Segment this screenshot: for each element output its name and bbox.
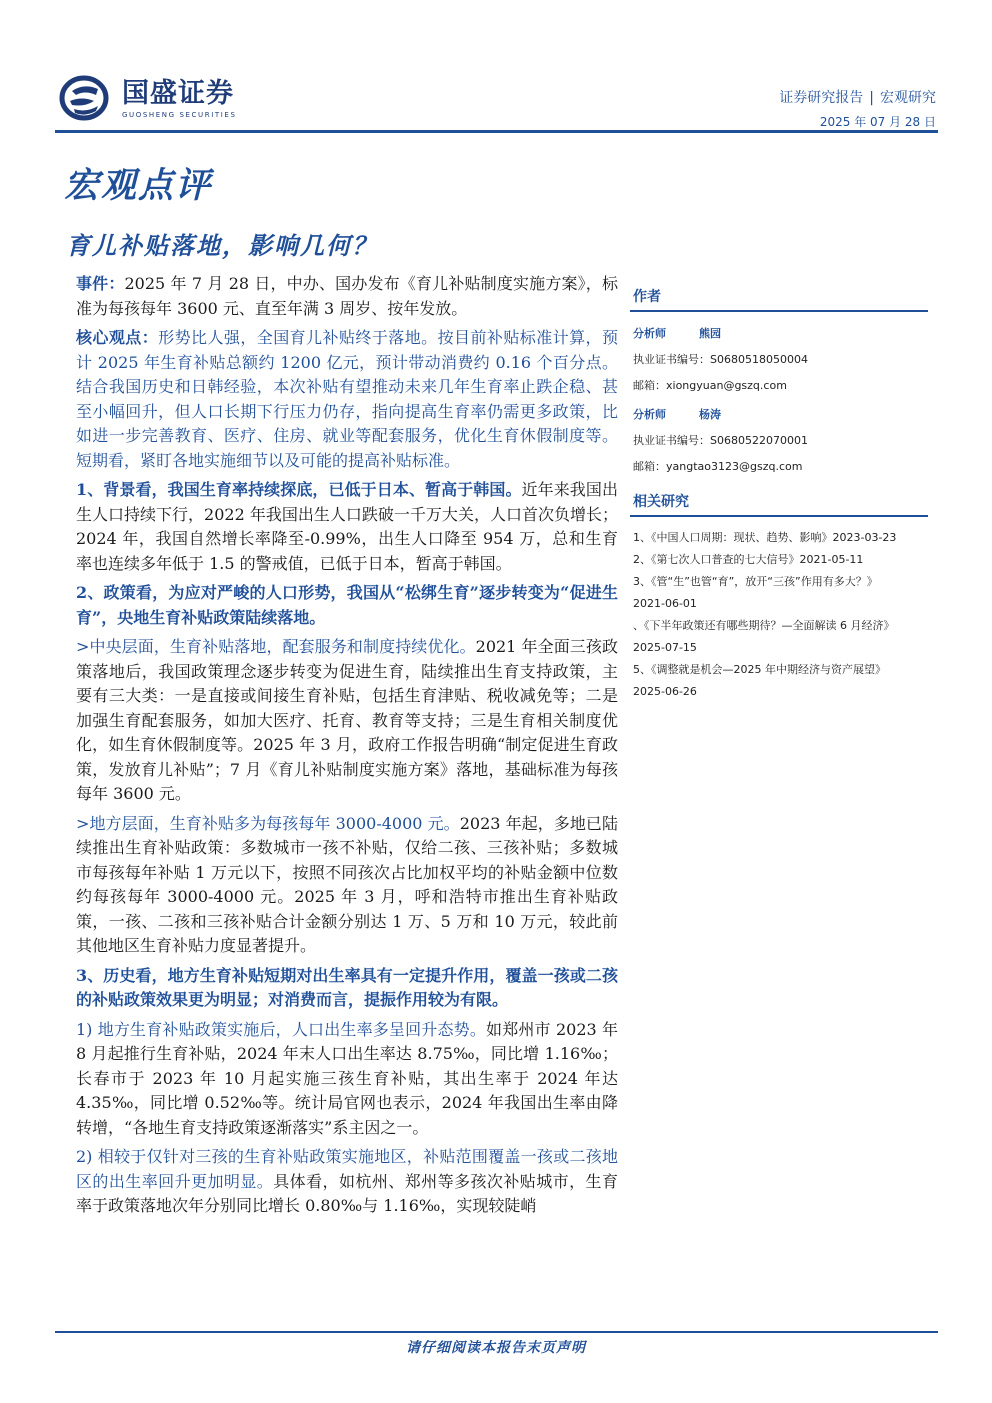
core-view-label: 核心观点： <box>76 328 159 347</box>
email-link[interactable]: xiongyuan@gszq.com <box>666 379 787 392</box>
history-paragraph <box>76 964 618 1013</box>
report-type: 证券研究报告 <box>779 90 864 106</box>
core-view-paragraph <box>76 326 618 473</box>
guosheng-logo-icon <box>58 74 116 122</box>
report-body <box>76 272 618 1224</box>
related-research-item[interactable]: 5、《调整就是机会—2025 年中期经济与资产展望》 <box>633 663 886 676</box>
report-title: 育儿补贴落地，影响几何？ <box>66 231 378 260</box>
analyst-role: 分析师 <box>633 408 666 421</box>
analyst-2-email <box>630 458 928 474</box>
local-policy-heading: >地方层面，生育补贴多为每孩每年 3000-4000 元。 <box>76 813 460 833</box>
related-research-item[interactable]: 、《下半年政策还有哪些期待？—全面解读 6 月经济》 <box>633 619 895 632</box>
footer-disclaimer: 请仔细阅读本报告末页声明 <box>406 1340 586 1356</box>
event-paragraph <box>76 272 618 321</box>
local-policy-paragraph <box>76 812 618 959</box>
related-research-title: 相关研究 <box>630 488 928 517</box>
report-header-meta <box>779 88 936 130</box>
report-date: 2025 年 07 月 28 日 <box>819 115 936 129</box>
email-link[interactable]: yangtao3123@gszq.com <box>666 460 803 473</box>
local-policy-text: 2023 年起，多地已陆续推出生育补贴政策：多数城市一孩不补贴，仅给二孩、三孩补贴；多数城市每孩每年补贴 1 万元以下，按照不同孩次占比加权平均的补贴金额中位数约每孩每年 3000-4000 元。2025 年 3 月，呼和浩特市推出生育补贴政策，一孩、二孩和三孩补贴合计金额分别达 1 万、5 万和 10 万元，较此前其他地区生育补贴力度显著提升。 <box>76 813 618 955</box>
analyst-name: 杨涛 <box>699 408 721 421</box>
related-research-list <box>630 527 928 703</box>
core-view-text: 形势比人强，全国育儿补贴终于落地。按目前补贴标准计算，预计 2025 年生育补贴总额约 1200 亿元，预计带动消费约 0.16 个百分点。结合我国历史和日韩经验，本次补贴有望推动未来几年生育率止跌企稳、甚至小幅回升，但人口长期下行压力仍存，指向提高生育率仍需更多政策，比如进一步完善教育、医疗、住房、就业等配套服务，优化生育休假制度等。短期看，紧盯各地实施细节以及可能的提高补贴标准。 <box>76 328 618 470</box>
coverage-text: 具体看，如杭州、郑州等多孩次补贴城市，生育率于政策落地次年分别同比增长 0.80‰与 1.16‰，实现较陡峭 <box>76 1171 618 1215</box>
coverage-heading: 2) 相较于仅针对三孩的生育补贴政策实施地区，补贴范围覆盖一孩或二孩地区的出生率回升更加明显。 <box>76 1147 618 1191</box>
analyst-1-email <box>630 377 928 393</box>
header-divider: | <box>869 90 874 106</box>
analyst-2-license <box>630 432 928 448</box>
event-text: 2025 年 7 月 28 日，中办、国办发布《育儿补贴制度实施方案》，标准为每孩每年 3600 元、直至年满 3 周岁、按年发放。 <box>76 274 618 318</box>
background-heading: 1、背景看，我国生育率持续探底，已低于日本、暂高于韩国。 <box>76 480 522 499</box>
logo-name-cn: 国盛证券 <box>122 77 234 109</box>
license-label: 执业证书编号： <box>633 434 710 447</box>
background-paragraph <box>76 478 618 576</box>
author-section-title: 作者 <box>630 283 928 312</box>
central-policy-paragraph <box>76 635 618 807</box>
related-research-date: 2025-06-26 <box>633 685 697 698</box>
email-label: 邮箱： <box>633 379 666 392</box>
policy-paragraph <box>76 581 618 630</box>
event-label: 事件： <box>76 274 125 293</box>
analyst-role: 分析师 <box>633 327 666 340</box>
related-research-date: 2025-07-15 <box>633 641 697 654</box>
company-logo <box>58 74 237 122</box>
analyst-name: 熊园 <box>699 327 721 340</box>
central-policy-heading: >中央层面，生育补贴落地，配套服务和制度持续优化。 <box>76 637 476 656</box>
footer-rule <box>55 1331 938 1333</box>
background-text: 近年来我国出生人口持续下行，2022 年我国出生人口跌破一千万大关，人口首次负增长； 2024 年，我国自然增长率降至-0.99%，出生人口降至 954 万，总和生育率也连续多年低于 1.5 的警戒值，已低于日本，暂高于韩国。 <box>76 480 618 573</box>
related-research-item[interactable]: 3、《管“生”也管“育”，放开“三孩”作用有多大？》 <box>633 575 878 588</box>
license-label: 执业证书编号： <box>633 353 710 366</box>
report-subcategory: 宏观研究 <box>880 90 936 106</box>
header-rule <box>55 130 938 133</box>
email-label: 邮箱： <box>633 460 666 473</box>
analyst-1 <box>630 325 928 341</box>
license-number: S0680518050004 <box>710 353 808 366</box>
sidebar <box>630 283 928 703</box>
policy-heading: 2、政策看，为应对严峻的人口形势，我国从“松绑生育”逐步转变为“促进生育”，央地生育补贴政策陆续落地。 <box>76 583 618 627</box>
birthrate-rebound-text: 如郑州市 2023 年 8 月起推行生育补贴，2024 年末人口出生率达 8.75‰，同比增 1.16‰；长春市于 2023 年 10 月起实施三孩生育补贴，其出生率于 2024 年达 4.35‰，同比增 0.52‰等。统计局官网也表示，2024 年我国出生率由降转增，“各地生育支持政策逐渐落实”系主因之一。 <box>76 1019 618 1137</box>
coverage-paragraph <box>76 1145 618 1219</box>
license-number: S0680522070001 <box>710 434 808 447</box>
analyst-2 <box>630 406 928 422</box>
section-title: 宏观点评 <box>64 165 213 206</box>
related-research-date: 2021-06-01 <box>633 597 697 610</box>
birthrate-rebound-paragraph <box>76 1018 618 1141</box>
logo-name-en: GUOSHENG SECURITIES <box>122 110 237 119</box>
birthrate-rebound-heading: 1) 地方生育补贴政策实施后，人口出生率多呈回升态势。 <box>76 1019 487 1039</box>
report-category <box>779 88 936 108</box>
related-research-item[interactable]: 2、《第七次人口普查的七大信号》2021-05-11 <box>633 553 864 566</box>
central-policy-text: 2021 年全面三孩政策落地后，我国政策理念逐步转变为促进生育，陆续推出生育支持政策，主要有三大类：一是直接或间接生育补贴，包括生育津贴、税收减免等；二是加强生育配套服务，如加大医疗、托育、教育等支持；三是生育相关制度优化，如生育休假制度等。2025 年 3 月，政府工作报告明确“制定促进生育政策，发放育儿补贴”；7 月《育儿补贴制度实施方案》落地，基础标准为每孩每年 3600 元。 <box>76 637 618 803</box>
analyst-1-license <box>630 351 928 367</box>
history-heading: 3、历史看，地方生育补贴短期对出生率具有一定提升作用，覆盖一孩或二孩的补贴政策效果更为明显；对消费而言，提振作用较为有限。 <box>76 965 618 1009</box>
related-research-item[interactable]: 1、《中国人口周期：现状、趋势、影响》2023-03-23 <box>633 531 897 544</box>
